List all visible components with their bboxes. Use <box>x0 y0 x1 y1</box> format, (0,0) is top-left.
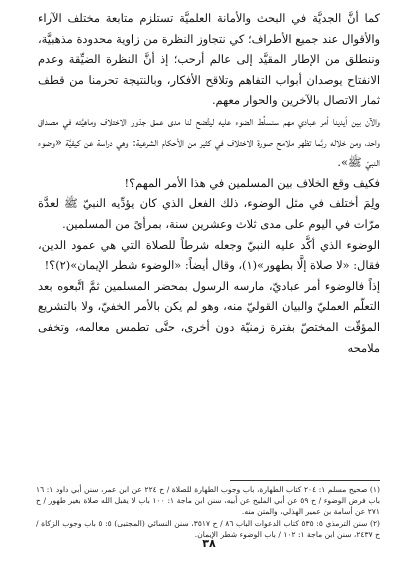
paragraph-6: إذاً فالوضوء أمر عباديّ، مارسه الرسول بمحضر المسلمين ثمَّ اتَّبعوه بعد التعلّم العمليّ والبيان القوليّ منه، وهو لم يكن بالأمر الخفيّ، ولا بالتشريع المؤقّت المختصّ بفترة زمنيّة دون أخرى، حتَّى تطمس معالمه، وتخفى ملامحه <box>38 278 380 355</box>
footnote-2: (٢) سنن الترمذي ٥: ٥٣٥ كتاب الدعوات الباب ٨٦ / ح ٣٥١٧، سنن النسائي (المجتبى) ٥: ٥ باب وجوب الزكاة / ح ٢٤٣٧، سنن ابن ماجة ١: ١٠٢ / باب الوضوء شطر الإيمان. <box>36 518 380 539</box>
footnote-1: (١) صحيح مسلم ١: ٢٠٤ كتاب الطهارة، باب وجوب الطهارة للصلاة / ح ٢٢٤ عن ابن عمر، سنن أبي داود ١: ١٦ باب فرض الوضوء / ح ٥٩ عن أبي المليح عن أبيه، سنن ابن ماجة ١: ١٠٠ باب لا يقبل الله صلاة بغير طهور / ح ٢٧١ عن أسامة بن عمير الهذلي، والمتن منه. <box>36 485 380 517</box>
paragraph-4: ولِمَ أختلف في مثل الوضوء، ذلك الفعل الذي كان يؤدِّيه النبيّ ﷺ لعدَّة مرّات في اليوم على مدى ثلاث وعشرين سنة، بمرأىً من المسلمين. <box>38 196 380 231</box>
footnote-divider <box>230 480 380 481</box>
paragraph-3: فكيف وقع الخلاف بين المسلمين في هذا الأمر المهم؟! <box>124 175 380 190</box>
footnotes <box>36 484 380 540</box>
page-number: ٣٨ <box>202 537 216 550</box>
paragraph-2: والآن بين أيدينا أمر عبادي مهم سنسلِّط الضوء عليه ليتَّضح لنا مدى عمق جذور الاختلاف وماهيَّته في مصداق واحد، ومن خلاله ربَّما تظهر ملامح صورة الاختلاف في كثير من الأحكام الشرعية: وهي دراسة عن كيفيَّة «وضوء النبيّ ﷺ». <box>38 113 380 170</box>
paragraph-5: الوضوء الذي أكَّد عليه النبيّ وجعله شرطاً للصلاة التي هي عمود الدين، فقال: «لا صلاة إلَّا بطهور»(١)، وقال أيضاً: «الوضوء شطر الإيمان»(٢)؟! <box>38 237 380 273</box>
paragraph-1: كما أنَّ الجديَّة في البحث والأمانة العلميَّة تستلزم متابعة مختلف الآراء والأقوال عند جميع الأطراف؛ كي نتجاوز النظرة من زاوية محدودة مذهبيَّة، وننطلق من الإطار المقيَّد إلى عالم أرحب؛ إذ أنَّ النظرة الضيِّقة وعدم الانفتاح يوصدان أبواب التفاهم وتلاقح الأفكار، وبالنتيجة تحرمنا من قطف ثمار الاتصال بالآخرين والحوار معهم. <box>38 11 380 108</box>
main-text <box>38 8 380 358</box>
